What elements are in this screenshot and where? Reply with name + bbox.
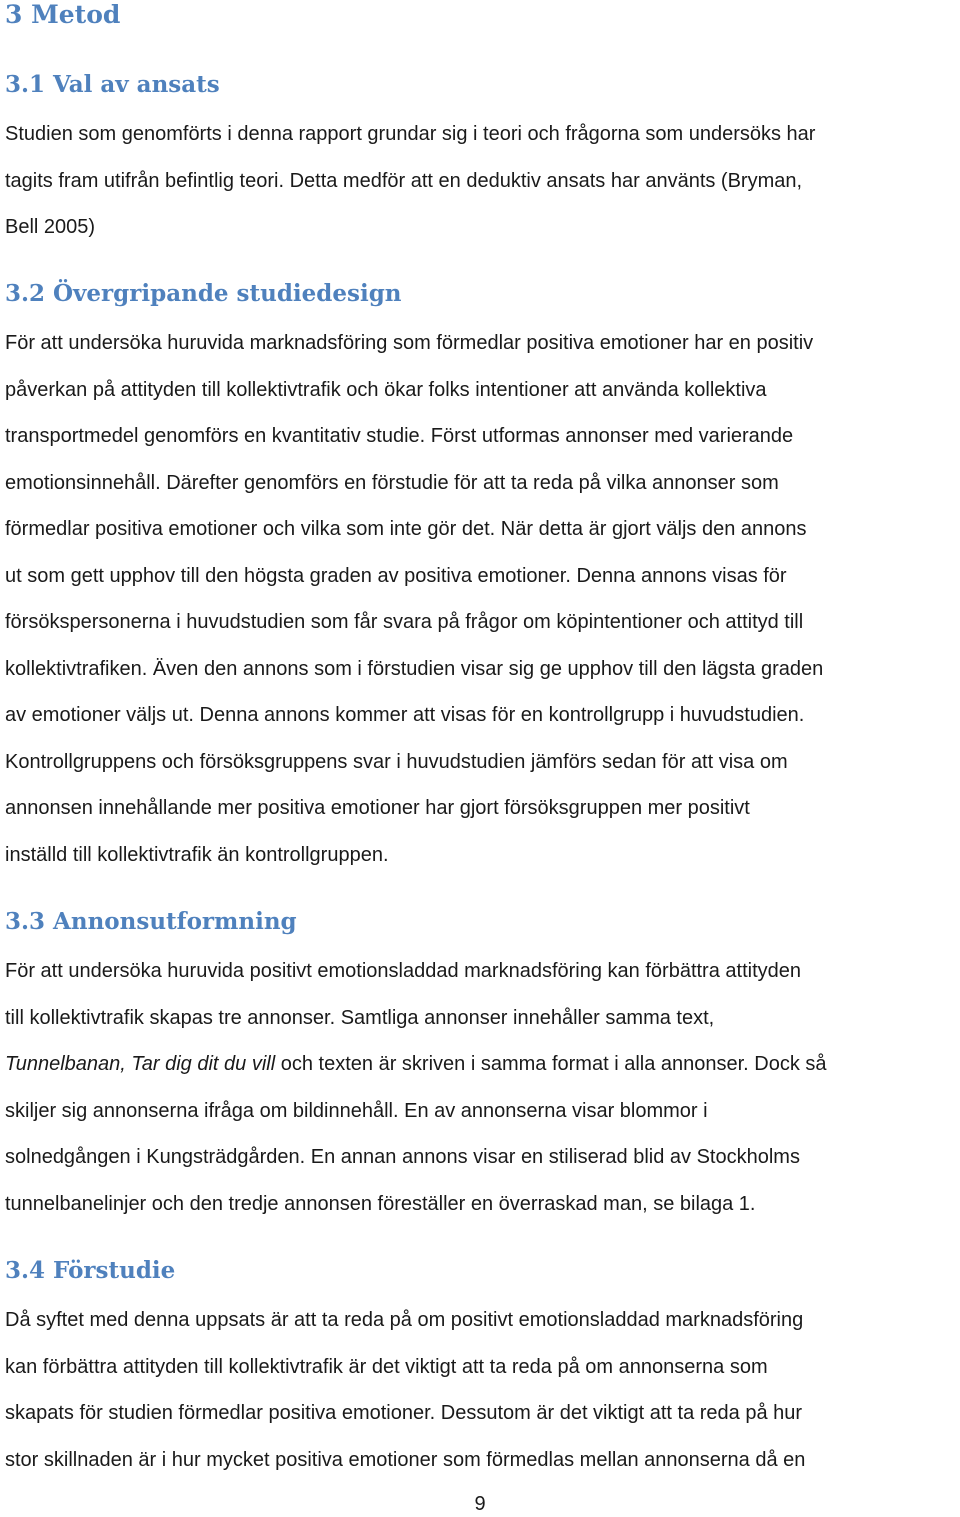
paragraph-line: För att undersöka huruvida positivt emotionsladdad marknadsföring kan förbättra attityden xyxy=(5,960,801,982)
paragraph-line: till kollektivtrafik skapas tre annonser. Samtliga annonser innehåller samma text, xyxy=(5,1006,715,1029)
paragraph-line: emotionsinnehåll. Därefter genomförs en förstudie för att ta reda på vilka annonser som xyxy=(5,471,779,494)
paragraph-line: Då syftet med denna uppsats är att ta reda på om positivt emotionsladdad marknadsföring xyxy=(5,1309,804,1331)
section-3-4-paragraph xyxy=(5,1297,957,1483)
section-heading-3-4: 3.4 Förstudie xyxy=(5,1257,176,1284)
section-heading-3-1: 3.1 Val av ansats xyxy=(5,71,220,98)
page-number: 9 xyxy=(474,1493,486,1515)
paragraph-line: försökspersonerna i huvudstudien som får svara på frågor om köpintentioner och attityd till xyxy=(5,611,804,633)
paragraph-line: påverkan på attityden till kollektivtrafik och ökar folks intentioner att använda kollektiva xyxy=(5,378,767,401)
section-heading-3-3: 3.3 Annonsutformning xyxy=(5,908,297,935)
paragraph-line: inställd till kollektivtrafik än kontrollgruppen. xyxy=(5,843,389,866)
paragraph-line: av emotioner väljs ut. Denna annons kommer att visas för en kontrollgrupp i huvudstudien. xyxy=(5,704,805,726)
chapter-heading: 3 Metod xyxy=(5,0,121,29)
paragraph-line-with-italic xyxy=(5,1041,957,1088)
paragraph-line: ut som gett upphov till den högsta graden av positiva emotioner. Denna annons visas för xyxy=(5,564,787,587)
paragraph-line: kan förbättra attityden till kollektivtrafik är det viktigt att ta reda på om annonserna som xyxy=(5,1355,768,1378)
paragraph-line: tagits fram utifrån befintlig teori. Detta medför att en deduktiv ansats har använts (Bryman, xyxy=(5,169,803,192)
paragraph-line: Bell 2005) xyxy=(5,216,96,238)
paragraph-line: annonsen innehållande mer positiva emotioner har gjort försöksgruppen mer positivt xyxy=(5,797,750,819)
section-3-2-paragraph xyxy=(5,320,957,878)
section-3-1-paragraph xyxy=(5,111,957,251)
paragraph-line: förmedlar positiva emotioner och vilka som inte gör det. När detta är gjort väljs den annons xyxy=(5,518,807,540)
paragraph-line: kollektivtrafiken. Även den annons som i förstudien visar sig ge upphov till den lägsta graden xyxy=(5,657,824,680)
paragraph-line: solnedgången i Kungsträdgården. En annan annons visar en stiliserad blid av Stockholms xyxy=(5,1146,800,1168)
paragraph-line: stor skillnaden är i hur mycket positiva emotioner som förmedlas mellan annonserna då en xyxy=(5,1448,806,1471)
paragraph-line: Studien som genomförts i denna rapport grundar sig i teori och frågorna som undersöks har xyxy=(5,123,816,145)
paragraph-line: Kontrollgruppens och försöksgruppens svar i huvudstudien jämförs sedan för att visa om xyxy=(5,750,788,773)
section-heading-3-2: 3.2 Övergripande studiedesign xyxy=(5,280,402,307)
paragraph-line: För att undersöka huruvida marknadsföring som förmedlar positiva emotioner har en positiv xyxy=(5,332,814,354)
paragraph-line: transportmedel genomförs en kvantitativ studie. Först utformas annonser med varierande xyxy=(5,425,794,447)
paragraph-line: skiljer sig annonserna ifråga om bildinnehåll. En av annonserna visar blommor i xyxy=(5,1099,708,1122)
italic-ad-text: Tunnelbanan, Tar dig dit du vill xyxy=(5,1053,276,1075)
paragraph-line-rest: och texten är skriven i samma format i alla annonser. Dock så xyxy=(275,1053,827,1075)
section-3-3-paragraph xyxy=(5,948,957,1227)
paragraph-line: tunnelbanelinjer och den tredje annonsen föreställer en överraskad man, se bilaga 1. xyxy=(5,1192,756,1215)
paragraph-line: skapats för studien förmedlar positiva emotioner. Dessutom är det viktigt att ta reda på hur xyxy=(5,1402,803,1424)
